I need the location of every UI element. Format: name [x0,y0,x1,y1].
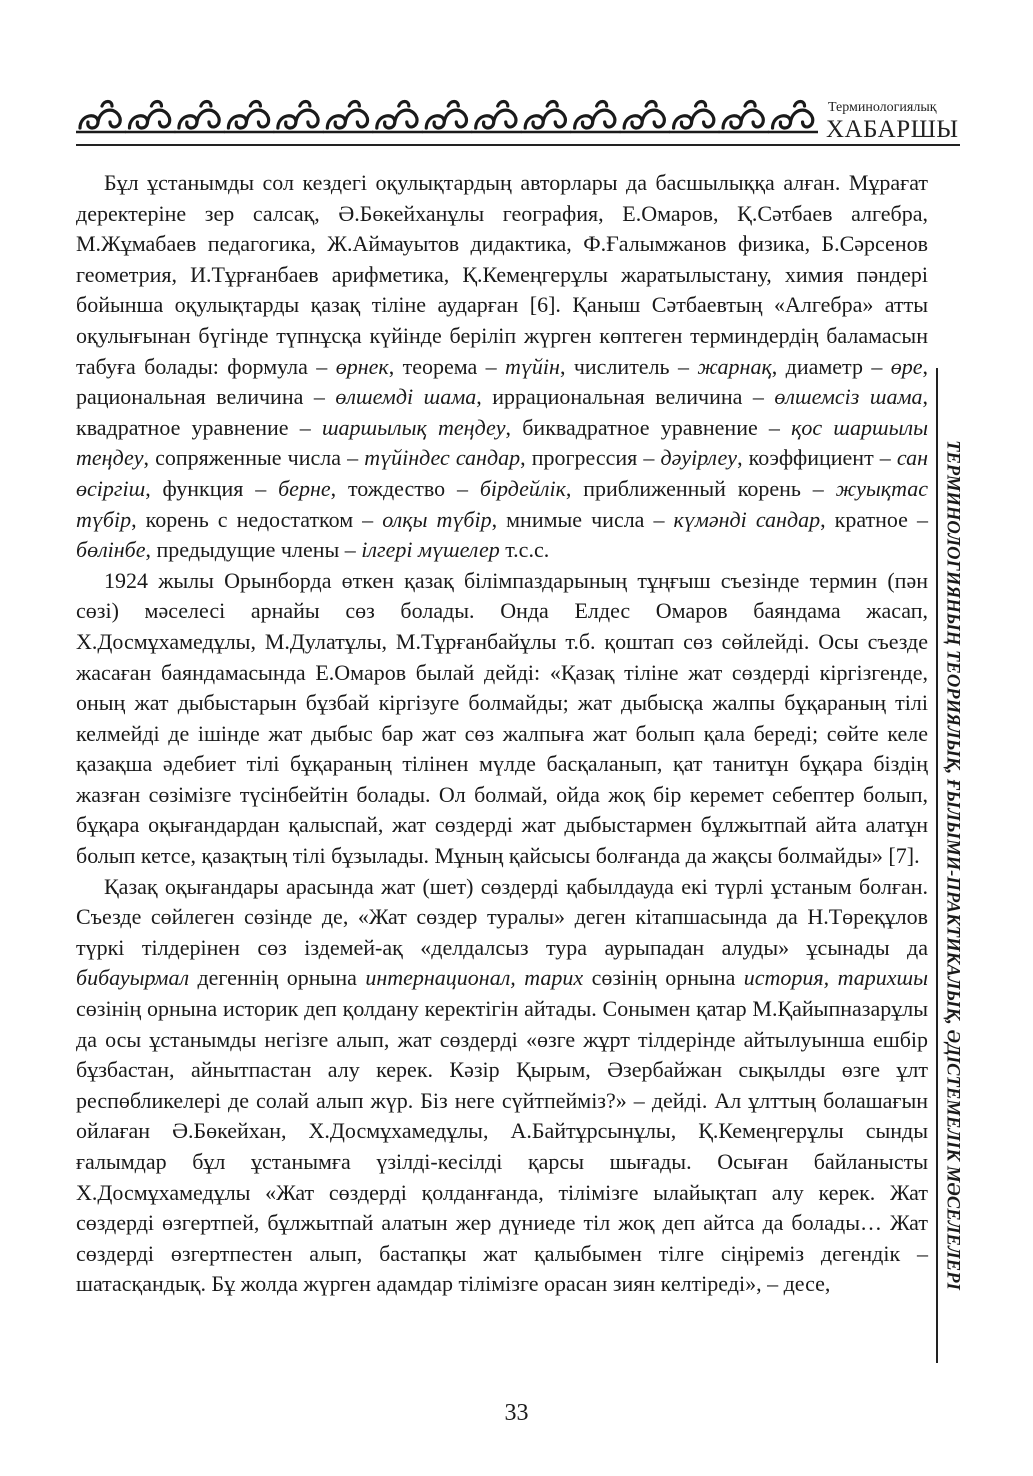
italic-term: өлшемсіз шама [774,384,923,410]
text-run: , диаметр – [771,353,891,379]
text-run: , мнимые числа – [491,506,674,532]
italic-term: бибауырмал [76,965,190,991]
italic-term: дәуірлеу [660,445,738,471]
section-title-vertical [935,375,969,1355]
ornament-motif [323,102,372,133]
text-run: , биквадратное уравнение – [505,414,792,440]
header-rule [76,144,960,146]
italic-term: түйін [505,353,560,379]
italic-term: өлшемді шама [335,384,477,410]
text-run: , приближенный корень – [565,475,836,501]
text-run: дегеннің орнына [189,965,366,991]
text-run: , числитель – [559,353,698,379]
italic-term: история, тарихшы [743,965,928,991]
text-run: сөзінің орнына историк деп қолдану керектігін айтады. Сонымен қатар М.Қайыпназарұлы да осы ұстанымды негізге алып, жат сөздерді «өзге жұрт тілдерінде айтылуынша ешбір бұзбастан, айнытпастан алу керек. Кәзір Қырым, Әзербайжан сықылды өзге ұлт респөбликелері де солай алып жүр. Біз неге сүйтпейміз?» – дейді. Ал ұлттың болашағын ойлаған Ә.Бөкейхан, Х.Досмұхамедұлы, А.Байтұрсынұлы, Қ.Кемеңгерұлы сынды ғалымдар бұл ұстанымға үзілді-кесілді қарсы шығады. Осыған байланысты Х.Досмұхамедұлы «Жат сөздерді қолданғанда, тілімізге ылайықтап алу керек. Жат сөздерді өзгертпей, бұлжытпай алатын жер дүниеде тіл жоқ деп айтса да болады… Жат сөздерді өзгертпестен алып, бастапқы жат қалыбымен тілге сіңіреміз дегендік – шатасқандық. Бұ жолда жүрген адамдар тілімізге орасан зиян келтіреді», – десе, [76,996,928,1297]
paragraph [76,566,928,872]
text-run: , кратное – [820,506,928,532]
ornament-motif [76,102,125,133]
paragraph [76,872,928,1300]
ornament-motif [373,102,422,133]
ornament-motif [175,102,224,133]
journal-name-small: Терминологиялық [828,100,937,115]
italic-term: қос шаршылы теңдеу [76,414,928,471]
italic-term: жуықтас түбір [76,475,928,532]
text-run: , корень с недостатком – [131,506,383,532]
ornament-motif [769,102,818,133]
article-body [76,168,928,1300]
text-run: сөзінің орнына [583,965,744,991]
paragraph [76,168,928,566]
text-run: , коэффициент – [737,445,897,471]
italic-term: сан өсіргіш [76,445,929,501]
italic-term: шаршылық теңдеу [321,414,506,440]
text-run: , квадратное уравнение – [76,384,928,440]
section-title-text: ТЕРМИНОЛОГИЯНЫҢ ТЕОРИЯЛЫҚ, ҒЫЛЫМИ-ПРАКТИКАЛЫҚ, ӘДІСТЕМЕЛІК МӘСЕЛЕЛЕРІ [942,440,963,1290]
ornament-motif [125,102,174,133]
ornament-motif [571,102,620,133]
ornament-motif [521,102,570,133]
text-run: , прогрессия – [520,445,661,471]
italic-term: интернационал, тарих [365,965,584,991]
text-run: , тождество – [330,475,480,501]
ornament-motif [719,102,768,133]
text-run: Қазақ оқығандары арасында жат (шет) сөздерді қабылдауда екі түрлі ұстаным болған. Съезде сөйлеген сөзінде де, «Жат сөздер туралы» деген кітапшасында да Н.Төреқұлов түркі тілдерінен сөз іздемей-ақ «делдалсыз тура аурыпадан алуды» ұсынады да [76,873,928,960]
italic-term: өрнек [335,353,389,379]
italic-term: олқы түбір [382,506,492,532]
italic-term: күмәнді сандар [673,506,821,532]
text-run: , сопряженные числа – [143,445,365,471]
ornament-border [76,98,818,136]
ornament-motif [472,102,521,133]
text-run: т.с.с. [499,537,550,563]
italic-term: түйіндес сандар [364,445,521,471]
text-run: , теорема – [388,353,506,379]
ornament-motif [670,102,719,133]
text-run: Бұл ұстанымды сол кездегі оқулықтардың авторлары да басшылыққа алған. Мұрағат деректеріне зер салсақ, Ә.Бөкейханұлы география, Е.Омаров, Қ.Сәтбаев алгебра, М.Жұмабаев педагогика, Ж.Аймауытов дидактика, Ф.Ғалымжанов физика, Б.Сәрсенов геометрия, И.Тұрғанбаев арифметика, Қ.Кемеңгерұлы жаратылыстану, химия пәндері бойынша оқулықтарды қазақ тіліне аударған [6]. Қаныш Сәтбаевтың «Алгебра» атты оқулығынан бүгінде түпнұсқа күйінде беріліп жүрген көптеген терминдердің баламасын табуға болады: формула – [76,170,928,379]
text-run: , предыдущие члены – [145,537,362,563]
journal-name-large: ХАБАРШЫ [826,116,959,143]
text-run: , функция – [145,475,279,501]
ornament-motif [224,102,273,133]
ornament-motif [274,102,323,133]
ornament-motif [422,102,471,133]
italic-term: жарнақ [697,353,772,379]
italic-term: берне [278,475,331,501]
italic-term: бөлінбе [76,537,146,563]
text-run: , иррациональная величина – [476,384,775,410]
italic-term: ілгері мүшелер [361,537,500,563]
italic-term: өре [890,353,923,379]
italic-term: бірдейлік [479,475,566,501]
text-run: , рациональная величина – [76,353,928,410]
ornament-motif [620,102,669,133]
page-number: 33 [504,1400,529,1426]
text-run: 1924 жылы Орынборда өткен қазақ білімпаздарының тұңғыш съезінде термин (пән сөзі) мәселесі арнайы сөз болады. Онда Елдес Омаров баяндама жасап, Х.Досмұхамедұлы, М.Дулатұлы, М.Тұрғанбайұлы т.б. қоштап сөз сөйлейді. Осы съезде жасаған баяндамасында Е.Омаров былай дейді: «Қазақ тіліне жат сөздерді кіргізгенде, оның жат дыбыстарын бұзбай кіргізуге болмайды; жат дыбысқа жалпы бұқараның тілі келмейді де ішінде жат дыбыс бар жат сөз жалпыға жат болып қала береді; сөйте келе қазақша әдебиет тілі бұқараның тілінен мүлде басқаланып, қат танитұн бұқара біздің жазған сөзімізге түсінбейтін болады. Ол болмай, ойда жоқ бір керемет себептер болып, бұқара оқығандардан қалыспай, жат сөздерді жат дыбыстармен бұлжытпай айта алатұн болып кетсе, қазақтың тілі бұзылады. Мұның қайсысы болғанда да жақсы болмайды» [7]. [76,567,928,869]
